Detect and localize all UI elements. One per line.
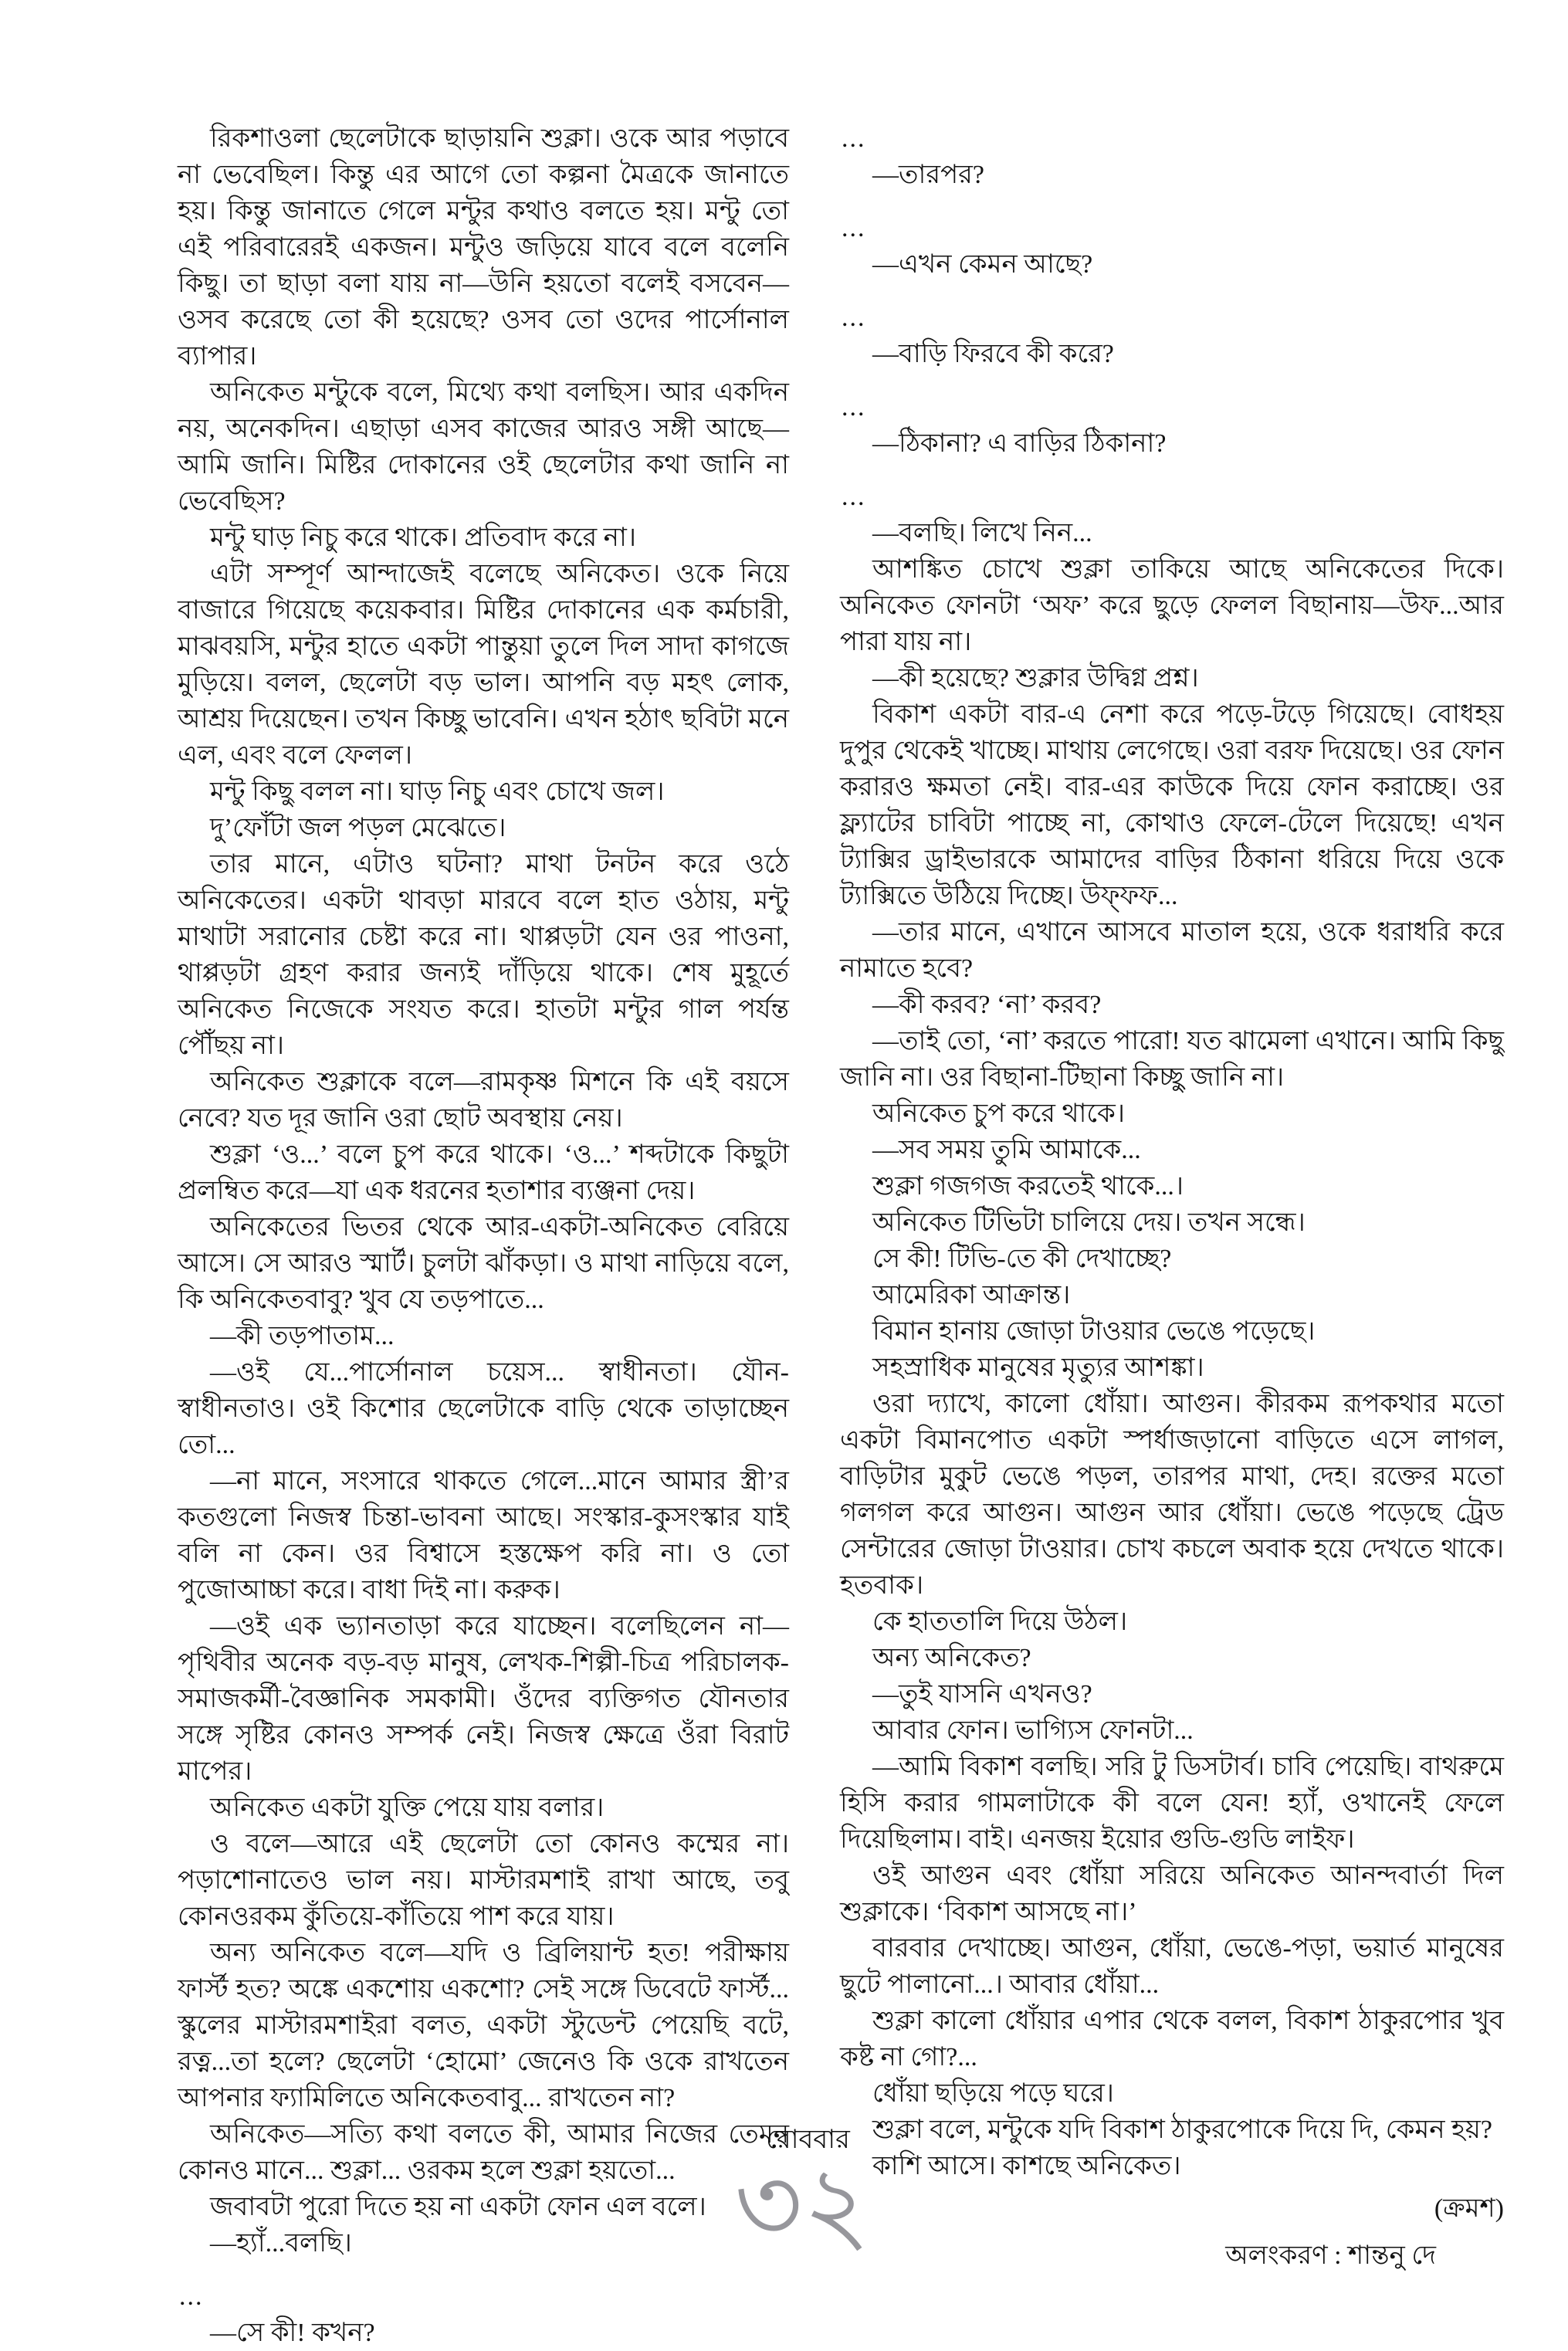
story-paragraph: বিকাশ একটা বার-এ নেশা করে পড়ে-টড়ে গিয়েছে। বোধহয় দুপুর থেকেই খাচ্ছে। মাথায় লেগেছে। ওরা বরফ দিয়েছে। ওর ফোন করারও ক্ষমতা নেই। বার-এর কাউকে দিয়ে ফোন করাচ্ছে। ওর ফ্ল্যাটের চাবিটা পাচ্ছে না, কোথাও ফেলে-টেলে দিয়েছে! এখন ট্যাক্সির ড্রাইভারকে আমাদের বাড়ির ঠিকানা ধরিয়ে দিয়ে ওকে ট্যাক্সিতে উঠিয়ে দিচ্ছে। উফ্‌ফফ...: [840, 700, 1504, 910]
story-paragraph: আবার ফোন। ভাগ্যিস ফোনটা...: [872, 1716, 1194, 1745]
story-paragraph: অনিকেত চুপ করে থাকে।: [872, 1099, 1125, 1128]
story-paragraph: শুক্লা কালো ধোঁয়ার এপার থেকে বলল, বিকাশ ঠাকুরপোর খুব কষ্ট না গো?...: [840, 2007, 1504, 2072]
dialog-line: —ঠিকানা? এ বাড়ির ঠিকানা?: [872, 429, 1167, 458]
left-text-column: [178, 120, 789, 2351]
story-paragraph: শুক্লা ‘ও...’ বলে চুপ করে থাকে। ‘ও...’ শব্দটাকে কিছুটা প্রলম্বিত করে—যা এক ধরনের হতাশার ব্যঞ্জনা দেয়।: [178, 1140, 789, 1205]
dialog-line: —হ্যাঁ...বলছি।: [210, 2229, 352, 2258]
page-number: ৩২: [734, 2148, 871, 2264]
right-text-column: [840, 120, 1504, 2274]
story-paragraph: বারবার দেখাচ্ছে। আগুন, ধোঁয়া, ভেঙে-পড়া, ভয়ার্ত মানুষের ছুটে পালানো...। আবার ধোঁয়া...: [840, 1934, 1504, 1999]
story-paragraph: বিমান হানায় জোড়া টাওয়ার ভেঙে পড়েছে।: [872, 1317, 1316, 1346]
dialog-line: —কী করব? ‘না’ করব?: [872, 991, 1102, 1019]
story-paragraph: সহস্রাধিক মানুষের মৃত্যুর আশঙ্কা।: [872, 1353, 1204, 1382]
dialog-line: —তার মানে, এখানে আসবে মাতাল হয়ে, ওকে ধরাধরি করে নামাতে হবে?: [840, 918, 1504, 983]
dialog-line: —কী তড়পাতাম...: [210, 1322, 395, 1350]
ellipsis-line: ...: [842, 303, 866, 332]
story-paragraph: অনিকেত শুক্লাকে বলে—রামকৃষ্ণ মিশনে কি এই বয়সে নেবে? যত দূর জানি ওরা ছোট অবস্থায় নেয়।: [178, 1068, 789, 1133]
story-paragraph: রিকশাওলা ছেলেটাকে ছাড়ায়নি শুক্লা। ওকে আর পড়াবে না ভেবেছিল। কিন্তু এর আগে তো কল্পনা মৈত্রকে জানাতে হয়। কিন্তু জানাতে গেলে মন্টুর কথাও বলতে হয়। মন্টু তো এই পরিবারেরই একজন। মন্টুও জড়িয়ে যাবে বলে বলেনি কিছু। তা ছাড়া বলা যায় না—উনি হয়তো বলেই বসবেন—ওসব করেছে তো কী হয়েছে? ওসব তো ওদের পার্সোনাল ব্যাপার।: [178, 124, 789, 371]
story-paragraph: ধোঁয়া ছড়িয়ে পড়ে ঘরে।: [872, 2079, 1114, 2108]
story-paragraph: অনিকেত—সত্যি কথা বলতে কী, আমার নিজের তেমন কোনও মানে... শুক্লা... ওরকম হলে শুক্লা হয়তো...: [178, 2120, 789, 2185]
dialog-line: —সব সময় তুমি আমাকে...: [872, 1136, 1141, 1164]
dialog-line: —ওই এক ভ্যানতাড়া করে যাচ্ছেন। বলেছিলেন না—পৃথিবীর অনেক বড়-বড় মানুষ, লেখক-শিল্পী-চিত্র পরিচালক-সমাজকর্মী-বৈজ্ঞানিক সমকামী। ওঁদের ব্যক্তিগত যৌনতার সঙ্গে সৃষ্টির কোনও সম্পর্ক নেই। নিজস্ব ক্ষেত্রে ওঁরা বিরাট মাপের।: [178, 1612, 789, 1786]
illustration-credit: অলংকরণ : শান্তনু দে: [1225, 2241, 1436, 2270]
story-paragraph: শুক্লা গজগজ করতেই থাকে...।: [872, 1172, 1184, 1201]
ellipsis-line: ...: [842, 393, 866, 422]
ellipsis-line: ...: [842, 124, 866, 153]
dialog-line: —আমি বিকাশ বলছি। সরি টু ডিসটার্ব। চাবি পেয়েছি। বাথরুমে হিসি করার গামলাটাকে কী বলে যেন! হ্যাঁ, ওখানেই ফেলে দিয়েছিলাম। বাই। এনজয় ইয়োর গুডি-গুডি লাইফ।: [840, 1753, 1504, 1854]
dialog-line: —বলছি। লিখে নিন...: [872, 519, 1092, 547]
continuation-marker: (ক্রমশ): [1434, 2194, 1504, 2223]
story-paragraph: মন্টু কিছু বলল না। ঘাড় নিচু এবং চোখে জল।: [210, 777, 665, 806]
story-paragraph: অন্য অনিকেত?: [872, 1644, 1031, 1672]
story-paragraph: ওরা দ্যাখে, কালো ধোঁয়া। আগুন। কীরকম রূপকথার মতো একটা বিমানপোত একটা স্পর্ধাজড়ানো বাড়িতে এসে লাগল, বাড়িটার মুকুট ভেঙে পড়ল, তারপর মাথা, দেহ। রক্তের মতো গলগল করে আগুন। আগুন আর ধোঁয়া। ভেঙে পড়েছে ট্রেড সেন্টারের জোড়া টাওয়ার। চোখ কচলে অবাক হয়ে দেখতে থাকে। হতবাক।: [840, 1390, 1504, 1600]
magazine-name: রোববার: [766, 2126, 850, 2154]
story-paragraph: আমেরিকা আক্রান্ত।: [872, 1281, 1071, 1309]
story-paragraph: দু’ফোঁটা জল পড়ল মেঝেতে।: [210, 814, 506, 842]
dialog-line: —সে কী! কখন?: [210, 2319, 375, 2347]
dialog-line: —তারপর?: [872, 161, 984, 189]
story-paragraph: মন্টু ঘাড় নিচু করে থাকে। প্রতিবাদ করে না।: [210, 523, 636, 552]
story-paragraph: আশঙ্কিত চোখে শুক্লা তাকিয়ে আছে অনিকেতের দিকে। অনিকেত ফোনটা ‘অফ’ করে ছুড়ে ফেলল বিছানায়—উফ...আর পারা যায় না।: [840, 555, 1504, 656]
story-paragraph: অনিকেত টিভিটা চালিয়ে দেয়। তখন সন্ধে।: [872, 1208, 1306, 1237]
dialog-line: —তাই তো, ‘না’ করতে পারো! যত ঝামেলা এখানে। আমি কিছু জানি না। ওর বিছানা-টিছানা কিচ্ছু জানি না।: [840, 1027, 1504, 1092]
dialog-line: —এখন কেমন আছে?: [872, 250, 1093, 279]
story-paragraph: তার মানে, এটাও ঘটনা? মাথা টনটন করে ওঠে অনিকেতের। একটা থাবড়া মারবে বলে হাত ওঠায়, মন্টু মাথাটা সরানোর চেষ্টা করে না। থাপ্পড়টা যেন ওর পাওনা, থাপ্পড়টা গ্রহণ করার জন্যই দাঁড়িয়ে থাকে। শেষ মুহূর্তে অনিকেত নিজেকে সংযত করে। হাতটা মন্টুর গাল পর্যন্ত পৌঁছয় না।: [178, 850, 789, 1060]
story-paragraph: সে কী! টিভি-তে কী দেখাচ্ছে?: [872, 1245, 1172, 1273]
story-paragraph: অনিকেতের ভিতর থেকে আর-একটা-অনিকেত বেরিয়ে আসে। সে আরও স্মার্ট। চুলটা ঝাঁকড়া। ও মাথা নাড়িয়ে বলে, কি অনিকেতবাবু? খুব যে তড়পাতে...: [178, 1213, 789, 1314]
story-paragraph: কে হাততালি দিয়ে উঠল।: [872, 1607, 1128, 1636]
story-paragraph: কাশি আসে। কাশছে অনিকেত।: [872, 2152, 1181, 2180]
dialog-line: —ওই যে...পার্সোনাল চয়েস... স্বাধীনতা। যৌন-স্বাধীনতাও। ওই কিশোর ছেলেটাকে বাড়ি থেকে তাড়াচ্ছেন তো...: [178, 1358, 789, 1459]
story-paragraph: অনিকেত মন্টুকে বলে, মিথ্যে কথা বলছিস। আর একদিন নয়, অনেকদিন। এছাড়া এসব কাজের আরও সঙ্গী আছে—আমি জানি। মিষ্টির দোকানের ওই ছেলেটার কথা জানি না ভেবেছিস?: [178, 378, 789, 516]
dialog-line: —তুই যাসনি এখনও?: [872, 1680, 1092, 1709]
story-paragraph: জবাবটা পুরো দিতে হয় না একটা ফোন এল বলে।: [210, 2193, 706, 2221]
story-paragraph: অন্য অনিকেত বলে—যদি ও ব্রিলিয়ান্ট হত! পরীক্ষায় ফার্স্ট হত? অঙ্কে একশোয় একশো? সেই সঙ্গে ডিবেটে ফার্স্ট... স্কুলের মাস্টারমশাইরা বলত, একটা স্টুডেন্ট পেয়েছি বটে, রত্ন...তা হলে? ছেলেটা ‘হোমো’ জেনেও কি ওকে রাখতেন আপনার ফ্যামিলিতে অনিকেতবাবু... রাখতেন না?: [178, 1939, 789, 2112]
story-paragraph: শুক্লা বলে, মন্টুকে যদি বিকাশ ঠাকুরপোকে দিয়ে দি, কেমন হয়?: [872, 2116, 1493, 2144]
story-paragraph: এটা সম্পূর্ণ আন্দাজেই বলেছে অনিকেত। ওকে নিয়ে বাজারে গিয়েছে কয়েকবার। মিষ্টির দোকানের এক কর্মচারী, মাঝবয়সি, মন্টুর হাতে একটা পান্তুয়া তুলে দিল সাদা কাগজে মুড়িয়ে। বলল, ছেলেটা বড় ভাল। আপনি বড় মহৎ লোক, আশ্রয় দিয়েছেন। তখন কিচ্ছু ভাবেনি। এখন হঠাৎ ছবিটা মনে এল, এবং বলে ফেলল।: [178, 560, 789, 770]
ellipsis-line: ...: [179, 2282, 204, 2311]
dialog-line: —কী হয়েছে? শুক্লার উদ্বিগ্ন প্রশ্ন।: [872, 664, 1199, 693]
story-paragraph: অনিকেত একটা যুক্তি পেয়ে যায় বলার।: [210, 1794, 605, 1822]
ellipsis-line: ...: [842, 214, 866, 242]
page-footer: [0, 2125, 1568, 2264]
story-paragraph: ওই আগুন এবং ধোঁয়া সরিয়ে অনিকেত আনন্দবার্তা দিল শুক্লাকে। ‘বিকাশ আসছে না।’: [840, 1861, 1504, 1926]
dialog-line: —না মানে, সংসারে থাকতে গেলে...মানে আমার স্ত্রী’র কতগুলো নিজস্ব চিন্তা-ভাবনা আছে। সংস্কার-কুসংস্কার যাই বলি না কেন। ওর বিশ্বাসে হস্তক্ষেপ করি না। ও তো পুজোআচ্চা করে। বাধা দিই না। করুক।: [178, 1467, 789, 1604]
dialog-line: —বাড়ি ফিরবে কী করে?: [872, 340, 1114, 368]
ellipsis-line: ...: [842, 483, 866, 511]
story-paragraph: ও বলে—আরে এই ছেলেটা তো কোনও কম্মের না। পড়াশোনাতেও ভাল নয়। মাস্টারমশাই রাখা আছে, তবু কোনওরকম কুঁতিয়ে-কাঁতিয়ে পাশ করে যায়।: [178, 1830, 789, 1931]
